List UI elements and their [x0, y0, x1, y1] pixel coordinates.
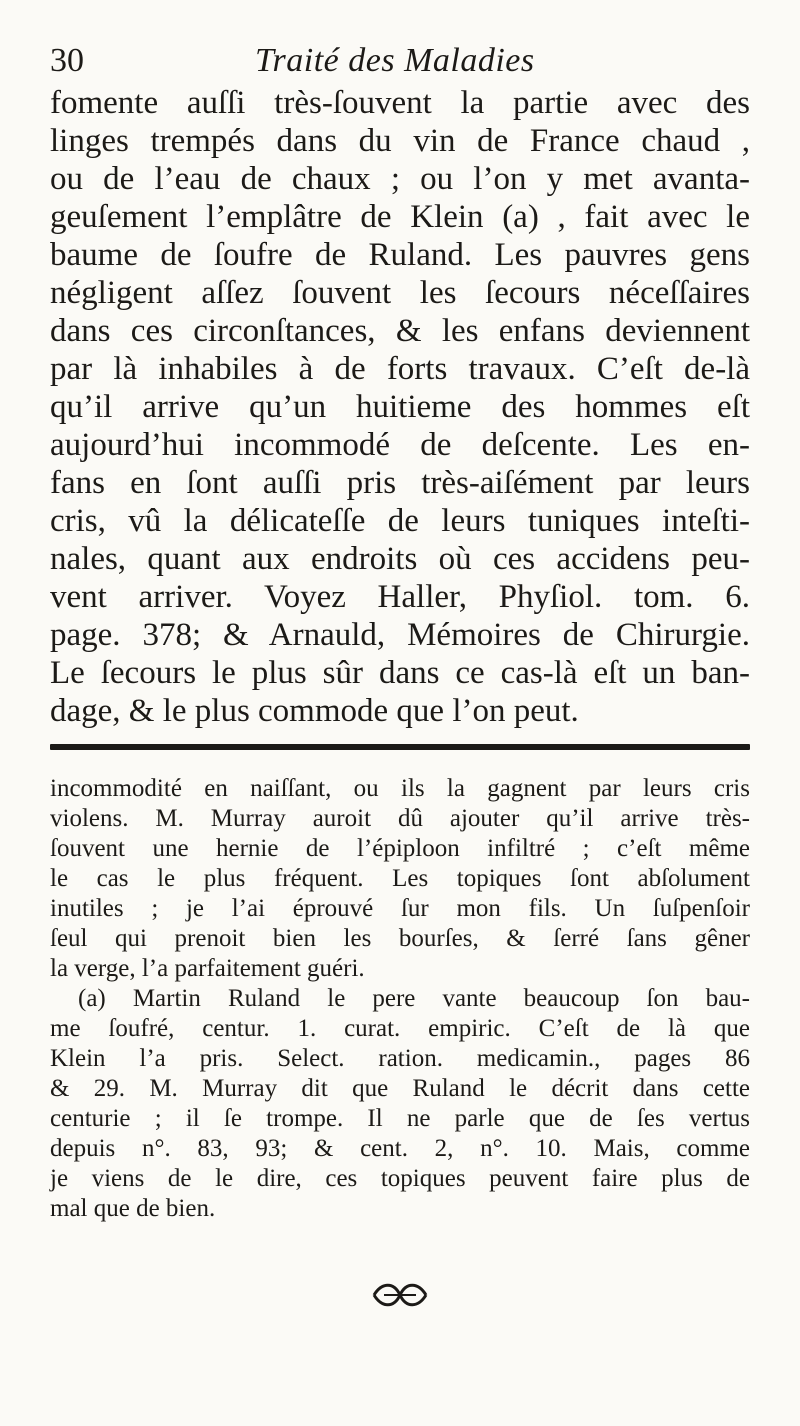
footnote-line: depuis n°. 83, 93; & cent. 2, n°. 10. Mais, comme — [50, 1135, 750, 1162]
text-line: Le ſecours le plus sûr dans ce cas-là eſt un ban- — [50, 655, 750, 691]
text-line: page. 378; & Arnauld, Mémoires de Chirurgie. — [50, 617, 750, 653]
text-line: par là inhabiles à de forts travaux. C’eſt de-là — [50, 351, 750, 387]
page-header — [50, 36, 750, 86]
text-line: cris, vû la délicateſſe de leurs tuniques inteſti- — [50, 503, 750, 539]
text-line: linges trempés dans du vin de France chaud , — [50, 123, 750, 159]
footnotes — [50, 774, 750, 1224]
footnote-line: ſeul qui prenoit bien les bourſes, & ſerré ſans gêner — [50, 925, 750, 952]
footnote-line: centurie ; il ſe trompe. Il ne parle que de ſes vertus — [50, 1105, 750, 1132]
text-line: baume de ſoufre de Ruland. Les pauvres gens — [50, 237, 750, 273]
footnote-separator-rule — [50, 744, 750, 750]
footnote-line: me ſoufré, centur. 1. curat. empiric. C’eſt de là que — [50, 1015, 750, 1042]
footnote-line: (a) Martin Ruland le pere vante beaucoup ſon bau- — [78, 985, 750, 1012]
text-line: geuſement l’emplâtre de Klein (a) , fait avec le — [50, 199, 750, 235]
running-title: Traité des Maladies — [255, 42, 535, 79]
text-line: dans ces circonſtances, & les enfans deviennent — [50, 313, 750, 349]
footnote-line: je viens de le dire, ces topiques peuvent faire plus de — [50, 1165, 750, 1192]
footnote-line: & 29. M. Murray dit que Ruland le décrit dans cette — [50, 1075, 750, 1102]
text-line: fomente auſſi très-ſouvent la partie avec des — [50, 85, 750, 121]
footnote-line: le cas le plus fréquent. Les topiques ſont abſolument — [50, 865, 750, 892]
footnote-line: Klein l’a pris. Select. ration. medicamin., pages 86 — [50, 1045, 750, 1072]
footnote-line: la verge, l’a parfaitement guéri. — [50, 955, 365, 982]
footnote-line: incommodité en naiſſant, ou ils la gagnent par leurs cris — [50, 775, 750, 802]
text-line: qu’il arrive qu’un huitieme des hommes eſt — [50, 389, 750, 425]
footnote-line: mal que de bien. — [50, 1195, 216, 1222]
footnote-line: inutiles ; je l’ai éprouvé ſur mon fils. Un ſuſpenſoir — [50, 895, 750, 922]
main-text — [50, 84, 750, 730]
footnote-line: violens. M. Murray auroit dû ajouter qu’il arrive très- — [50, 805, 750, 832]
printers-ornament-icon — [370, 1280, 430, 1310]
text-line: vent arriver. Voyez Haller, Phyſiol. tom. 6. — [50, 579, 750, 615]
text-line: négligent aſſez ſouvent les ſecours néceſſaires — [50, 275, 750, 311]
text-line: dage, & le plus commode que l’on peut. — [50, 693, 579, 729]
footnote-line: ſouvent une hernie de l’épiploon infiltré ; c’eſt même — [50, 835, 750, 862]
text-line: ou de l’eau de chaux ; ou l’on y met avanta- — [50, 161, 750, 197]
page-number: 30 — [50, 42, 84, 79]
text-line: fans en ſont auſſi pris très-aiſément par leurs — [50, 465, 750, 501]
text-line: aujourd’hui incommodé de deſcente. Les en- — [50, 427, 750, 463]
text-line: nales, quant aux endroits où ces accidens peu- — [50, 541, 750, 577]
